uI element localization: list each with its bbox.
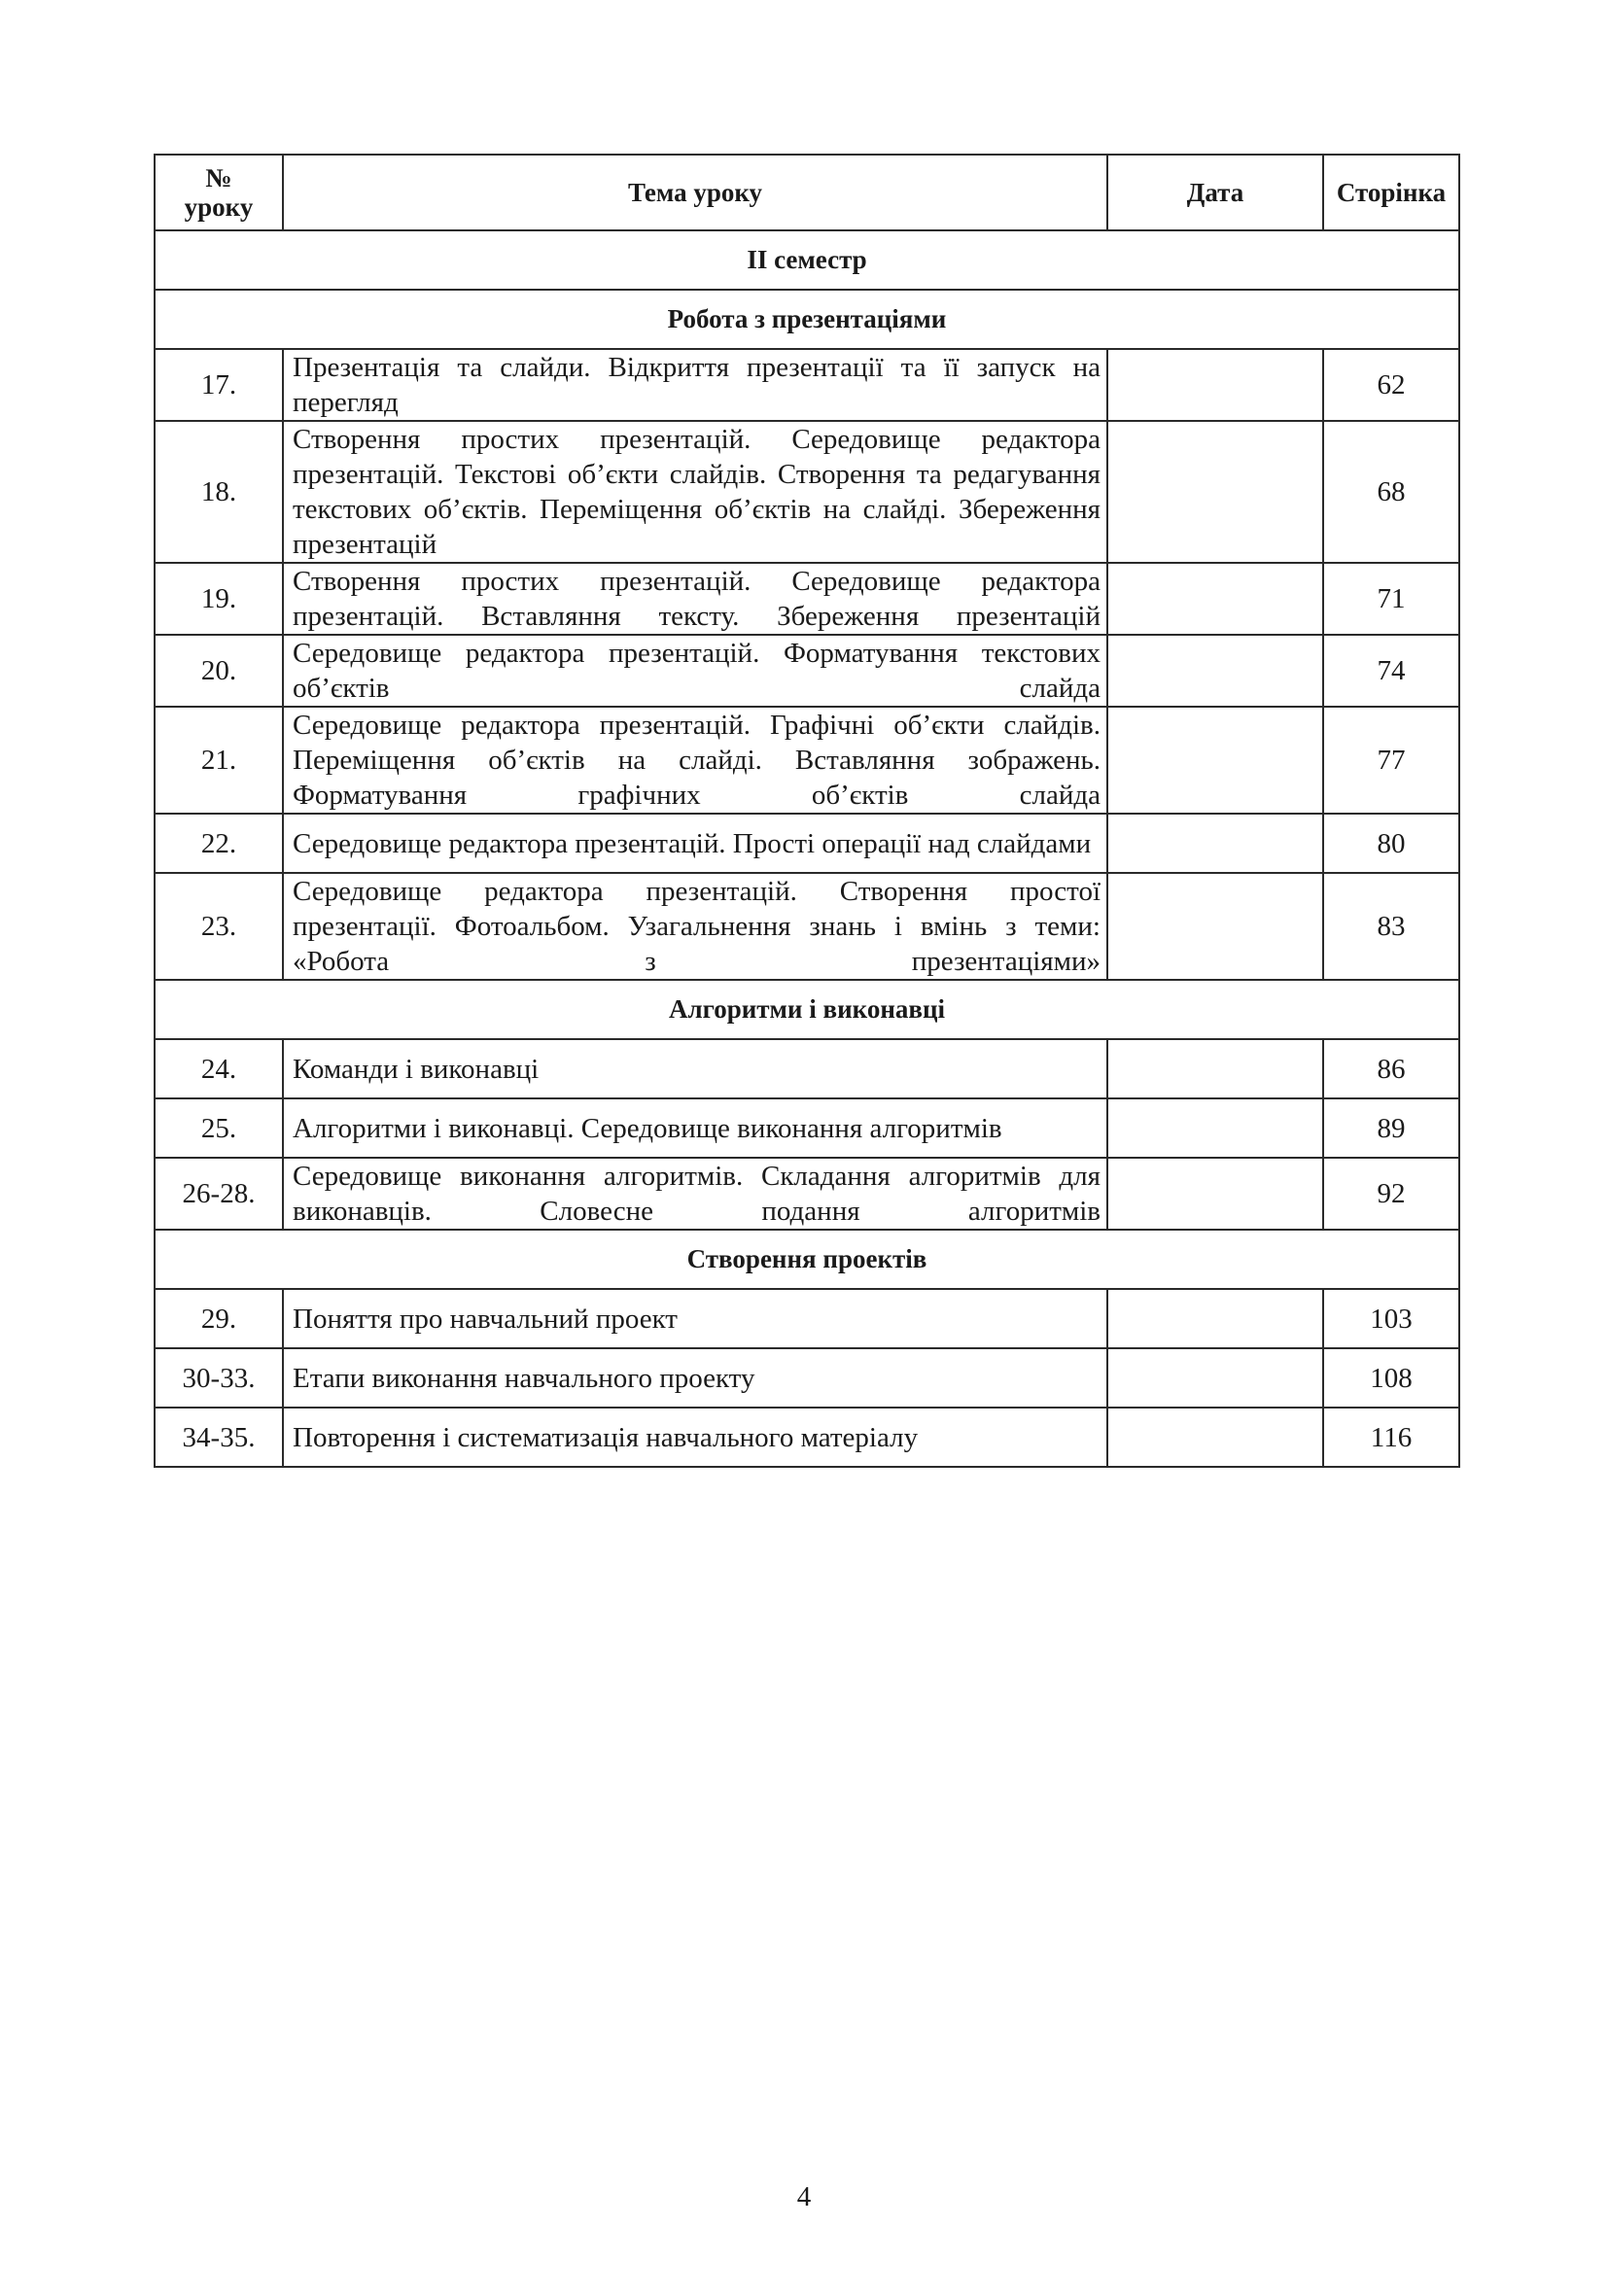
lesson-number: 29.	[155, 1289, 283, 1348]
lesson-date	[1107, 635, 1323, 707]
lesson-page: 83	[1323, 873, 1459, 980]
lesson-topic-text: Команди і виконавці	[293, 1053, 540, 1085]
lesson-topic	[283, 1158, 1107, 1230]
lesson-page: 92	[1323, 1158, 1459, 1230]
lesson-date	[1107, 1098, 1323, 1158]
lesson-number: 18.	[155, 421, 283, 563]
section-row	[155, 290, 1459, 349]
lesson-page: 86	[1323, 1039, 1459, 1098]
lesson-date	[1107, 1348, 1323, 1408]
lesson-topic	[283, 1289, 1107, 1348]
lesson-topic-text: Алгоритми і виконавці. Середовище виконання алгоритмів	[293, 1112, 1002, 1144]
lesson-row	[155, 873, 1459, 980]
lesson-page: 116	[1323, 1408, 1459, 1467]
lesson-page: 103	[1323, 1289, 1459, 1348]
table-body	[155, 230, 1459, 1467]
lesson-number: 22.	[155, 814, 283, 873]
lesson-number: 25.	[155, 1098, 283, 1158]
header-page: Сторінка	[1323, 155, 1459, 230]
lesson-topic	[283, 1098, 1107, 1158]
lesson-number: 26-28.	[155, 1158, 283, 1230]
lesson-row	[155, 1348, 1459, 1408]
lesson-date	[1107, 1039, 1323, 1098]
lesson-page: 108	[1323, 1348, 1459, 1408]
lesson-topic	[283, 1408, 1107, 1467]
section-title: ІІ семестр	[155, 230, 1459, 290]
lesson-schedule-table	[154, 154, 1460, 1468]
lesson-number: 17.	[155, 349, 283, 421]
lesson-topic-text: Середовище редактора презентацій. Прості операції над слайдами	[293, 827, 1092, 859]
lesson-topic-text: Середовище редактора презентацій. Графічні об’єкти слайдів. Переміщення об’єктів на слайді. Вставляння зображень. Форматування графічних об’єктів слайда	[293, 710, 1101, 811]
lesson-topic-text: Створення простих презентацій. Середовище редактора презентацій. Текстові об’єкти слайдів. Створення та редагування текстових об’єктів. Переміщення об’єктів на слайді. Збереження презентацій	[293, 424, 1101, 560]
section-title: Створення проектів	[155, 1230, 1459, 1289]
lesson-row	[155, 635, 1459, 707]
lesson-page: 71	[1323, 563, 1459, 635]
section-title: Алгоритми і виконавці	[155, 980, 1459, 1039]
lesson-date	[1107, 707, 1323, 814]
lesson-row	[155, 1158, 1459, 1230]
section-title: Робота з презентаціями	[155, 290, 1459, 349]
lesson-topic	[283, 1039, 1107, 1098]
lesson-page: 89	[1323, 1098, 1459, 1158]
page-number: 4	[796, 2181, 812, 2212]
lesson-topic	[283, 1348, 1107, 1408]
lesson-row	[155, 1098, 1459, 1158]
lesson-date	[1107, 421, 1323, 563]
lesson-row	[155, 1408, 1459, 1467]
lesson-page: 74	[1323, 635, 1459, 707]
section-row	[155, 980, 1459, 1039]
lesson-page: 62	[1323, 349, 1459, 421]
header-lesson-number: № уроку	[155, 155, 283, 230]
lesson-row	[155, 1289, 1459, 1348]
header-topic: Тема уроку	[283, 155, 1107, 230]
lesson-number: 21.	[155, 707, 283, 814]
lesson-date	[1107, 814, 1323, 873]
lesson-date	[1107, 1408, 1323, 1467]
section-row	[155, 230, 1459, 290]
lesson-page: 68	[1323, 421, 1459, 563]
lesson-row	[155, 814, 1459, 873]
lesson-number: 20.	[155, 635, 283, 707]
lesson-page: 77	[1323, 707, 1459, 814]
lesson-row	[155, 563, 1459, 635]
lesson-topic	[283, 707, 1107, 814]
lesson-number: 23.	[155, 873, 283, 980]
table-header-row	[155, 155, 1459, 230]
section-row	[155, 1230, 1459, 1289]
lesson-date	[1107, 349, 1323, 421]
lesson-topic	[283, 563, 1107, 635]
lesson-topic-text: Середовище редактора презентацій. Створення простої презентації. Фотоальбом. Узагальнення знань і вмінь з теми: «Робота з презентаціями»	[293, 876, 1101, 977]
lesson-topic-text: Повторення і систематизація навчального матеріалу	[293, 1421, 919, 1453]
lesson-date	[1107, 563, 1323, 635]
lesson-topic-text: Презентація та слайди. Відкриття презентації та її запуск на перегляд	[293, 352, 1101, 418]
lesson-row	[155, 707, 1459, 814]
lesson-number: 19.	[155, 563, 283, 635]
lesson-date	[1107, 873, 1323, 980]
lesson-row	[155, 1039, 1459, 1098]
lesson-row	[155, 421, 1459, 563]
lesson-date	[1107, 1289, 1323, 1348]
lesson-topic-text: Створення простих презентацій. Середовище редактора презентацій. Вставляння тексту. Збереження презентацій	[293, 566, 1101, 632]
lesson-number: 30-33.	[155, 1348, 283, 1408]
lesson-topic-text: Середовище редактора презентацій. Форматування текстових об’єктів слайда	[293, 638, 1101, 704]
lesson-number: 24.	[155, 1039, 283, 1098]
lesson-topic	[283, 873, 1107, 980]
lesson-date	[1107, 1158, 1323, 1230]
lesson-topic	[283, 635, 1107, 707]
lesson-topic	[283, 814, 1107, 873]
lesson-row	[155, 349, 1459, 421]
lesson-topic	[283, 349, 1107, 421]
lesson-topic-text: Поняття про навчальний проект	[293, 1303, 678, 1335]
lesson-topic	[283, 421, 1107, 563]
lesson-topic-text: Середовище виконання алгоритмів. Складання алгоритмів для виконавців. Словесне подання алгоритмів	[293, 1161, 1101, 1227]
lesson-number: 34-35.	[155, 1408, 283, 1467]
lesson-topic-text: Етапи виконання навчального проекту	[293, 1362, 755, 1394]
header-date: Дата	[1107, 155, 1323, 230]
lesson-page: 80	[1323, 814, 1459, 873]
